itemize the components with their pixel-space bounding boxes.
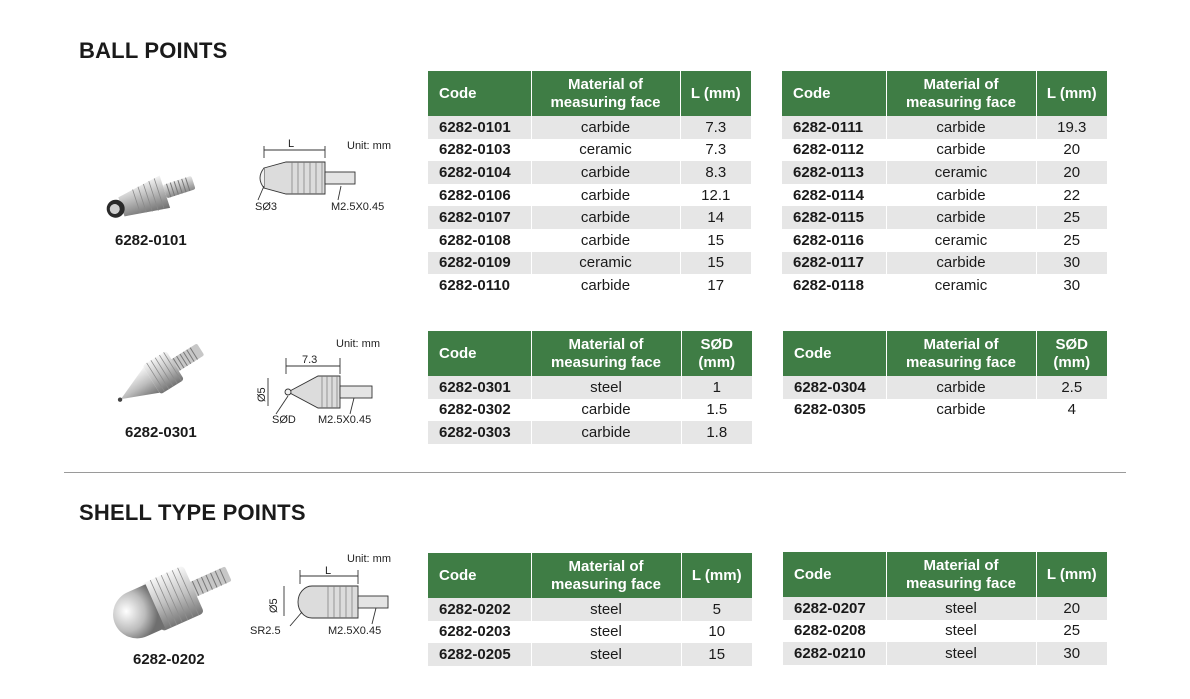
table-row (428, 116, 751, 139)
code-cell: 6282-0112 (782, 139, 886, 162)
dimension-cell: 2.5 (1036, 376, 1107, 399)
table-row (782, 229, 1107, 252)
code-cell: 6282-0110 (428, 274, 531, 297)
drawing-length-label-0301: 7.3 (302, 354, 318, 366)
material-cell: carbide (886, 399, 1036, 422)
code-cell: 6282-0104 (428, 161, 531, 184)
material-cell: steel (531, 621, 681, 644)
table-row (428, 399, 752, 422)
spec-table-shell-2 (783, 552, 1107, 665)
table-row (428, 421, 752, 444)
material-cell: ceramic (886, 161, 1036, 184)
code-cell: 6282-0208 (783, 620, 886, 643)
table-row (782, 206, 1107, 229)
table-row (783, 399, 1107, 422)
header-dimension: L (mm) (680, 71, 751, 116)
unit-label-0202: Unit: mm (347, 553, 391, 565)
ball-point-photo-0101 (100, 168, 210, 226)
dimension-cell: 15 (680, 229, 751, 252)
dimension-cell: 25 (1036, 229, 1107, 252)
material-cell: carbide (531, 421, 681, 444)
section-divider (64, 472, 1126, 473)
material-cell: carbide (886, 116, 1036, 139)
header-material: Material of measuring face (886, 71, 1036, 116)
spec-table-ball-2 (782, 71, 1107, 297)
table-row (428, 139, 751, 162)
code-cell: 6282-0109 (428, 252, 531, 275)
code-cell: 6282-0118 (782, 274, 886, 297)
material-cell: ceramic (531, 139, 680, 162)
header-code: Code (428, 331, 531, 376)
drawing-sphere-label-0301: SØD (272, 414, 296, 426)
table-row (428, 643, 752, 666)
header-material: Material of measuring face (531, 553, 681, 598)
drawing-length-label-0202: L (325, 565, 332, 577)
code-cell: 6282-0305 (783, 399, 886, 422)
code-cell: 6282-0301 (428, 376, 531, 399)
table-row (428, 229, 751, 252)
material-cell: ceramic (531, 252, 680, 275)
drawing-sphere-label-0101: SØ3 (255, 201, 278, 213)
model-label-0202: 6282-0202 (133, 651, 205, 668)
table-row (428, 252, 751, 275)
dimension-cell: 1.5 (681, 399, 752, 422)
table-row (428, 206, 751, 229)
code-cell: 6282-0117 (782, 252, 886, 275)
drawing-diameter-label-0301: Ø5 (256, 387, 268, 402)
header-material: Material of measuring face (531, 331, 681, 376)
table-row (783, 620, 1107, 643)
header-code: Code (782, 71, 886, 116)
dimension-cell: 7.3 (680, 139, 751, 162)
dimension-cell: 30 (1036, 274, 1107, 297)
ball-points-title: BALL POINTS (79, 38, 228, 63)
spec-table-ball-3 (428, 331, 752, 444)
code-cell: 6282-0302 (428, 399, 531, 422)
table-row (428, 274, 751, 297)
drawing-thread-label-0301: M2.5X0.45 (318, 414, 372, 426)
shell-type-points-title: SHELL TYPE POINTS (79, 500, 306, 525)
table-row (428, 161, 751, 184)
code-cell: 6282-0111 (782, 116, 886, 139)
header-dimension: L (mm) (1036, 71, 1107, 116)
material-cell: carbide (531, 161, 680, 184)
material-cell: carbide (531, 274, 680, 297)
material-cell: steel (531, 376, 681, 399)
spec-table-shell-1 (428, 553, 752, 666)
dimension-cell: 20 (1036, 161, 1107, 184)
header-material: Material of measuring face (531, 71, 680, 116)
dimension-cell: 1 (681, 376, 752, 399)
dimension-cell: 22 (1036, 184, 1107, 207)
material-cell: ceramic (886, 274, 1036, 297)
material-cell: steel (886, 642, 1036, 665)
table-row (782, 139, 1107, 162)
code-cell: 6282-0304 (783, 376, 886, 399)
code-cell: 6282-0210 (783, 642, 886, 665)
table-row (782, 252, 1107, 275)
header-material: Material of measuring face (886, 552, 1036, 597)
drawing-diameter-label-0202: Ø5 (268, 598, 280, 613)
material-cell: carbide (886, 376, 1036, 399)
dimension-cell: 17 (680, 274, 751, 297)
header-dimension: SØD (mm) (1036, 331, 1107, 376)
table-row (782, 274, 1107, 297)
cone-point-photo-0301 (108, 336, 218, 412)
dimension-cell: 30 (1036, 642, 1107, 665)
table-row (428, 184, 751, 207)
code-cell: 6282-0101 (428, 116, 531, 139)
material-cell: carbide (531, 184, 680, 207)
dimension-cell: 19.3 (1036, 116, 1107, 139)
shell-point-photo-0202 (104, 550, 244, 648)
table-row (782, 116, 1107, 139)
dimension-cell: 14 (680, 206, 751, 229)
table-row (782, 161, 1107, 184)
dimension-cell: 15 (681, 643, 752, 666)
spec-table-ball-4 (783, 331, 1107, 421)
model-label-0101: 6282-0101 (115, 232, 187, 249)
code-cell: 6282-0115 (782, 206, 886, 229)
spec-table-ball-1 (428, 71, 751, 297)
table-row (783, 376, 1107, 399)
table-row (428, 598, 752, 621)
dimension-cell: 25 (1036, 620, 1107, 643)
header-code: Code (783, 331, 886, 376)
dimension-cell: 7.3 (680, 116, 751, 139)
code-cell: 6282-0114 (782, 184, 886, 207)
dimension-cell: 12.1 (680, 184, 751, 207)
material-cell: steel (531, 598, 681, 621)
header-code: Code (428, 71, 531, 116)
dimension-cell: 8.3 (680, 161, 751, 184)
drawing-thread-label-0101: M2.5X0.45 (331, 201, 385, 213)
dimension-cell: 20 (1036, 597, 1107, 620)
material-cell: carbide (886, 252, 1036, 275)
material-cell: ceramic (886, 229, 1036, 252)
header-material: Material of measuring face (886, 331, 1036, 376)
dimension-cell: 1.8 (681, 421, 752, 444)
material-cell: carbide (531, 206, 680, 229)
unit-label-0101: Unit: mm (347, 140, 391, 152)
material-cell: steel (531, 643, 681, 666)
code-cell: 6282-0108 (428, 229, 531, 252)
material-cell: carbide (531, 116, 680, 139)
code-cell: 6282-0106 (428, 184, 531, 207)
dimension-cell: 5 (681, 598, 752, 621)
dimension-cell: 15 (680, 252, 751, 275)
code-cell: 6282-0103 (428, 139, 531, 162)
dimension-cell: 25 (1036, 206, 1107, 229)
code-cell: 6282-0202 (428, 598, 531, 621)
header-dimension: L (mm) (1036, 552, 1107, 597)
code-cell: 6282-0205 (428, 643, 531, 666)
dimension-cell: 10 (681, 621, 752, 644)
header-code: Code (428, 553, 531, 598)
code-cell: 6282-0107 (428, 206, 531, 229)
table-row (428, 621, 752, 644)
unit-label-0301: Unit: mm (336, 338, 380, 350)
code-cell: 6282-0207 (783, 597, 886, 620)
table-row (783, 597, 1107, 620)
material-cell: carbide (531, 399, 681, 422)
header-code: Code (783, 552, 886, 597)
table-row (428, 376, 752, 399)
dimension-cell: 20 (1036, 139, 1107, 162)
material-cell: carbide (886, 184, 1036, 207)
drawing-thread-label-0202: M2.5X0.45 (328, 625, 382, 637)
drawing-radius-label-0202: SR2.5 (250, 625, 281, 637)
material-cell: steel (886, 597, 1036, 620)
model-label-0301: 6282-0301 (125, 424, 197, 441)
header-dimension: SØD (mm) (681, 331, 752, 376)
code-cell: 6282-0113 (782, 161, 886, 184)
code-cell: 6282-0203 (428, 621, 531, 644)
table-row (782, 184, 1107, 207)
material-cell: steel (886, 620, 1036, 643)
material-cell: carbide (531, 229, 680, 252)
header-dimension: L (mm) (681, 553, 752, 598)
material-cell: carbide (886, 206, 1036, 229)
dimension-cell: 4 (1036, 399, 1107, 422)
drawing-length-label-0101: L (288, 138, 295, 150)
dimension-cell: 30 (1036, 252, 1107, 275)
code-cell: 6282-0303 (428, 421, 531, 444)
table-row (783, 642, 1107, 665)
material-cell: carbide (886, 139, 1036, 162)
code-cell: 6282-0116 (782, 229, 886, 252)
